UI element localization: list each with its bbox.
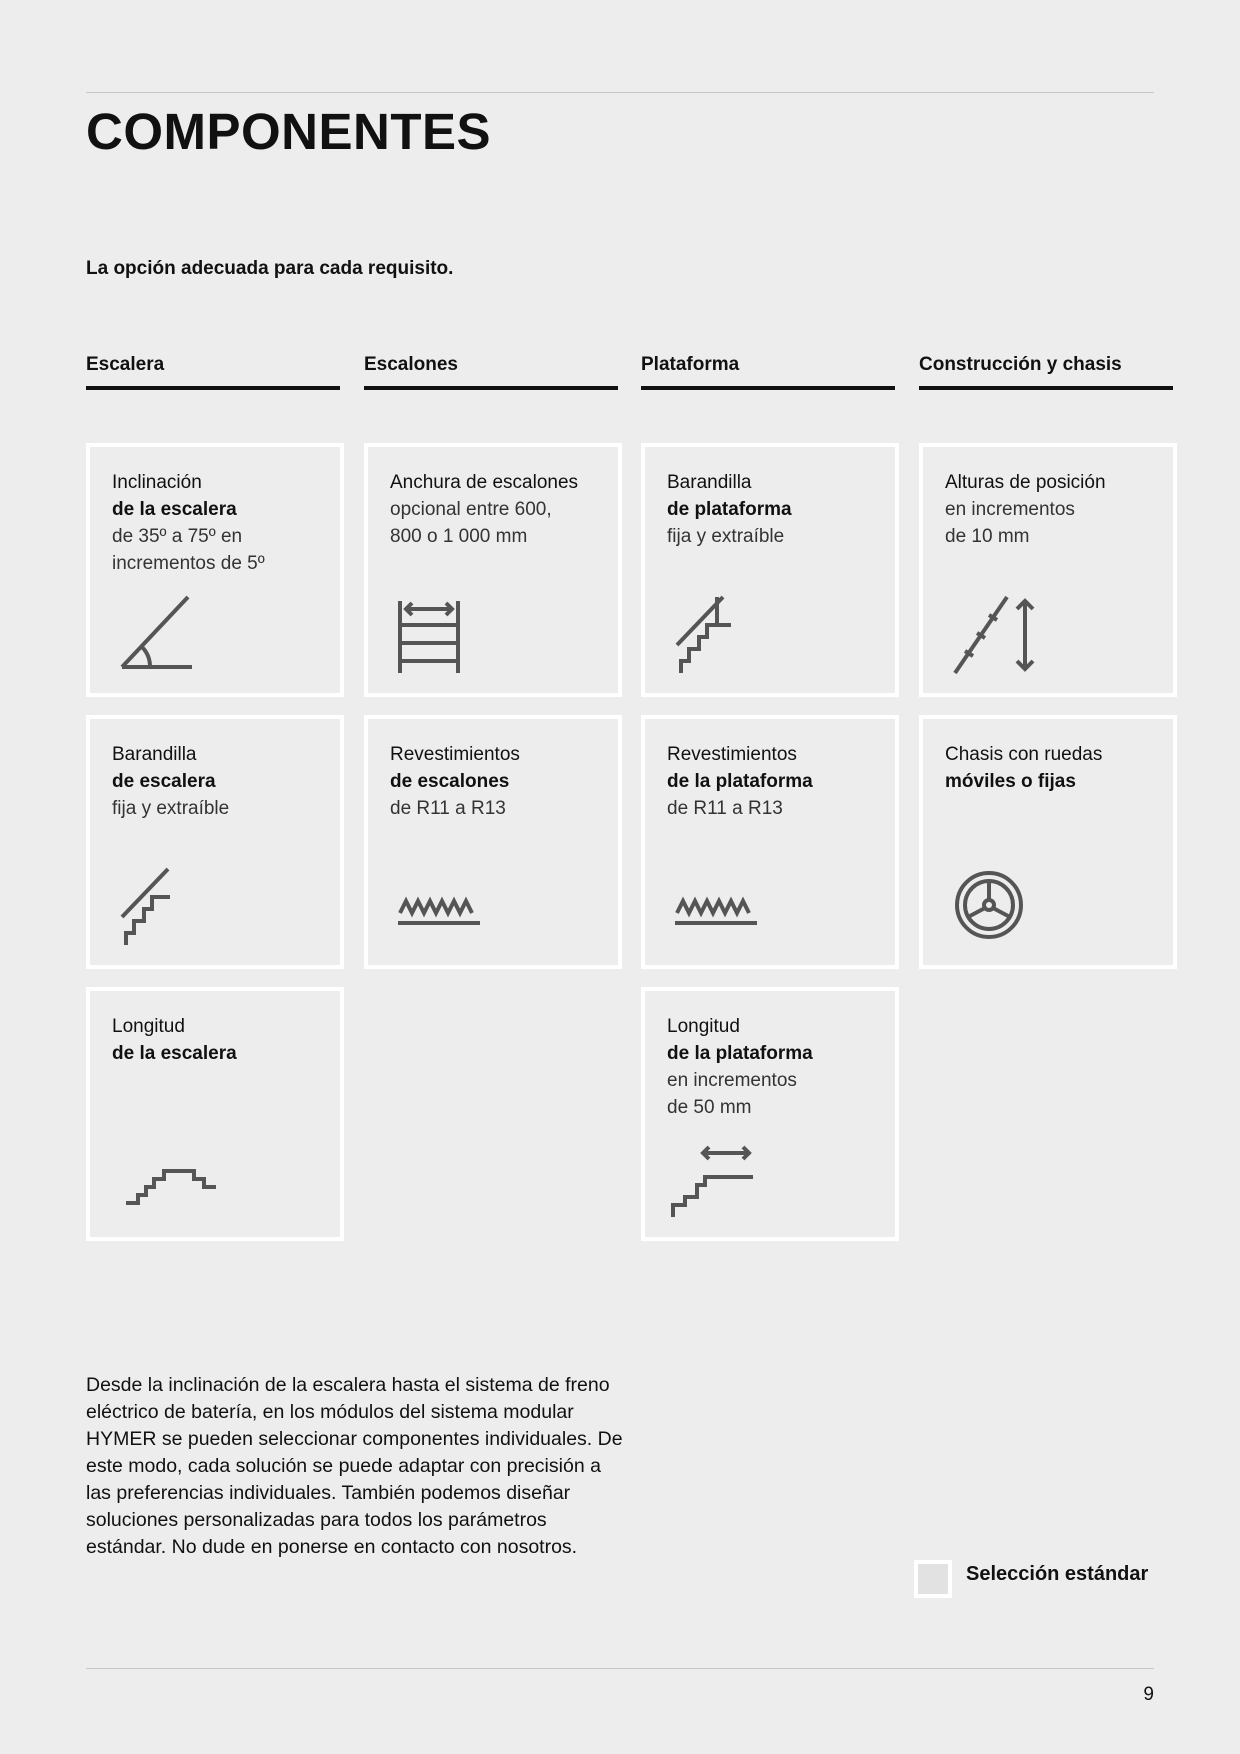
stair-railing-icon: [118, 865, 188, 949]
card-line: de R11 a R13: [667, 798, 783, 819]
card-line: de la plataforma: [667, 771, 813, 792]
card-revestimientos-plataforma: [641, 715, 899, 969]
page-number: 9: [1143, 1684, 1154, 1705]
card-line: Revestimientos: [390, 744, 520, 765]
intro-paragraph: Desde la inclinación de la escalera hasta el sistema de freno eléctrico de batería, en los módulos del sistema modular HYMER se pueden seleccionar componentes individuales. De este modo, cada solución se puede adaptar con precisión a las preferencias individuales. También podemos diseñar soluciones personalizadas para todos los parámetros estándar. No dude en ponerse en contacto con nosotros.: [86, 1374, 623, 1558]
card-line: de escalones: [390, 771, 510, 792]
card-line: Revestimientos: [667, 744, 797, 765]
angle-icon: [118, 593, 198, 673]
card-line: Inclinación: [112, 472, 202, 493]
page-subtitle: La opción adecuada para cada requisito.: [86, 258, 454, 279]
card-line: en incrementos: [945, 499, 1075, 520]
stair-length-icon: [124, 1159, 220, 1209]
column-header-escalera: Escalera: [86, 354, 340, 390]
card-line: incrementos de 5º: [112, 553, 265, 574]
anti-slip-icon: [396, 893, 482, 929]
card-line: de escalera: [112, 771, 216, 792]
card-line: Chasis con ruedas: [945, 744, 1103, 765]
card-line: Barandilla: [112, 744, 197, 765]
card-line: Anchura de escalones: [390, 472, 579, 493]
platform-railing-icon: [673, 593, 743, 677]
card-line: de plataforma: [667, 499, 792, 520]
card-line: Longitud: [112, 1016, 185, 1037]
standard-selection-swatch: [914, 1560, 952, 1598]
column-header-construccion: Construcción y chasis: [919, 354, 1173, 390]
height-adjust-icon: [951, 593, 1041, 677]
column-header-escalones: Escalones: [364, 354, 618, 390]
card-line: opcional entre 600,: [390, 499, 552, 520]
page-title: COMPONENTES: [86, 103, 492, 160]
column-header-plataforma: Plataforma: [641, 354, 895, 390]
card-anchura-escalones: [364, 443, 622, 697]
card-barandilla-escalera: [86, 715, 344, 969]
step-width-icon: [396, 597, 466, 677]
card-line: de 35º a 75º en: [112, 526, 243, 547]
card-line: fija y extraíble: [112, 798, 230, 819]
bottom-rule: [86, 1668, 1154, 1669]
card-line: fija y extraíble: [667, 526, 785, 547]
card-line: 800 o 1 000 mm: [390, 526, 528, 547]
anti-slip-icon: [673, 893, 759, 929]
card-line: en incrementos: [667, 1070, 797, 1091]
card-longitud-escalera: [86, 987, 344, 1241]
card-line: móviles o fijas: [945, 771, 1076, 792]
card-line: Barandilla: [667, 472, 752, 493]
card-line: de R11 a R13: [390, 798, 506, 819]
card-revestimientos-escalones: [364, 715, 622, 969]
card-alturas-posicion: [919, 443, 1177, 697]
standard-selection-label: Selección estándar: [966, 1563, 1149, 1585]
card-line: de la plataforma: [667, 1043, 813, 1064]
card-line: Alturas de posición: [945, 472, 1106, 493]
card-inclinacion: [86, 443, 344, 697]
card-line: de la escalera: [112, 499, 237, 520]
card-chasis: [919, 715, 1177, 969]
card-line: de la escalera: [112, 1043, 237, 1064]
card-line: de 50 mm: [667, 1097, 752, 1118]
card-longitud-plataforma: [641, 987, 899, 1241]
wheel-icon: [953, 869, 1025, 941]
platform-length-icon: [669, 1141, 759, 1221]
card-line: Longitud: [667, 1016, 740, 1037]
top-rule: [86, 92, 1154, 93]
card-line: de 10 mm: [945, 526, 1030, 547]
card-barandilla-plataforma: [641, 443, 899, 697]
